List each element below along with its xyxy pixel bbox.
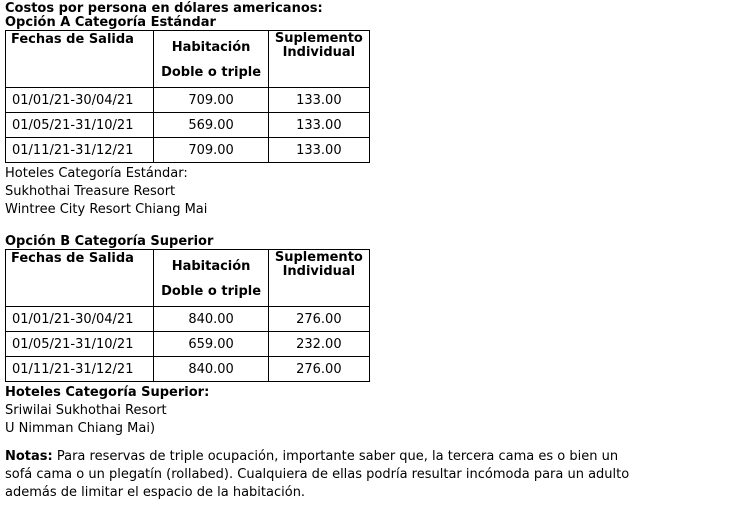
notes-text: Para reservas de triple ocupación, importante saber que, la tercera cama es o bien un sofá cama o un plegatín (rollabed). Cualquiera de ellas podría resultar incómoda para un adulto además de limitar el espacio de la habitación.: [5, 449, 630, 500]
supplement-price-cell: 276.00: [268, 357, 369, 382]
header-room: [154, 31, 268, 88]
option-b-title: Opción B Categoría Superior: [5, 234, 214, 249]
header-supplement: [268, 31, 369, 88]
date-cell: 01/01/21-30/04/21: [6, 88, 154, 113]
hotel-name: Sukhothai Treasure Resort: [5, 184, 176, 199]
table-row: [6, 332, 370, 357]
header-room: [154, 250, 268, 307]
date-cell: 01/05/21-31/10/21: [6, 332, 154, 357]
date-cell: 01/11/21-31/12/21: [6, 138, 154, 163]
date-cell: 01/05/21-31/10/21: [6, 113, 154, 138]
header-room-line2: Doble o triple: [161, 284, 262, 299]
header-room-line1: Habitación: [171, 40, 251, 55]
notes-paragraph: [5, 448, 640, 502]
room-price-cell: 840.00: [154, 357, 268, 382]
option-a-price-table: [5, 30, 370, 163]
header-supplement-line1: Suplemento: [274, 31, 363, 46]
header-room-line1: Habitación: [171, 259, 251, 274]
hotel-name: Wintree City Resort Chiang Mai: [5, 202, 208, 217]
option-a-hotels: [5, 165, 745, 219]
option-b-hotels: [5, 384, 745, 438]
header-departure-dates: Fechas de Salida: [6, 250, 154, 307]
date-cell: 01/11/21-31/12/21: [6, 357, 154, 382]
header-departure-dates: Fechas de Salida: [6, 31, 154, 88]
table-row: [6, 138, 370, 163]
table-row: [6, 357, 370, 382]
header-room-line2: Doble o triple: [161, 65, 262, 80]
intro-heading: Costos por persona en dólares americanos:: [5, 1, 323, 16]
option-a-title: Opción A Categoría Estándar: [5, 15, 216, 30]
supplement-price-cell: 133.00: [268, 88, 369, 113]
room-price-cell: 659.00: [154, 332, 268, 357]
room-price-cell: 569.00: [154, 113, 268, 138]
hotel-name: Sriwilai Sukhothai Resort: [5, 403, 167, 418]
table-row: [6, 113, 370, 138]
price-document: [5, 2, 745, 502]
table-row: [6, 88, 370, 113]
room-price-cell: 709.00: [154, 88, 268, 113]
supplement-price-cell: 232.00: [268, 332, 369, 357]
header-supplement: [268, 250, 369, 307]
supplement-price-cell: 276.00: [268, 307, 369, 332]
option-b-price-table: [5, 249, 370, 382]
hotels-title: Hoteles Categoría Estándar:: [5, 166, 188, 181]
header-supplement-line1: Suplemento: [274, 250, 363, 265]
hotel-name: U Nimman Chiang Mai): [5, 421, 156, 436]
room-price-cell: 840.00: [154, 307, 268, 332]
header-supplement-line2: Individual: [282, 45, 356, 60]
supplement-price-cell: 133.00: [268, 113, 369, 138]
table-header-row: [6, 31, 370, 88]
room-price-cell: 709.00: [154, 138, 268, 163]
supplement-price-cell: 133.00: [268, 138, 369, 163]
hotels-title: Hoteles Categoría Superior:: [5, 385, 210, 400]
header-supplement-line2: Individual: [282, 264, 356, 279]
notes-label: Notas:: [5, 449, 53, 464]
date-cell: 01/01/21-30/04/21: [6, 307, 154, 332]
table-header-row: [6, 250, 370, 307]
table-row: [6, 307, 370, 332]
